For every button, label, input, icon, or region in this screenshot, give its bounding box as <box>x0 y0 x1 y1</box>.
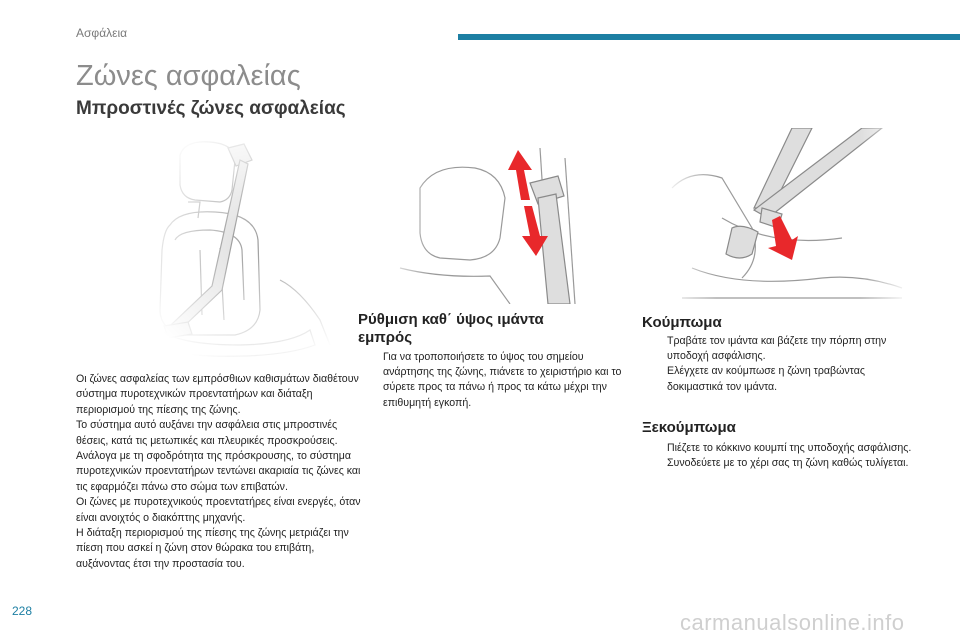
height-adjust-illustration <box>380 128 580 304</box>
intro-paragraph: Η διάταξη περιορισμού της πίεσης της ζώνης μετριάζει την πίεση που ασκεί η ζώνη στον θώρακα του επιβάτη, αυξάνοντας έτσι την προστασία του. <box>76 527 349 570</box>
fastening-title: Κούμπωμα <box>642 314 722 331</box>
header-accent-bar <box>458 34 960 40</box>
running-header: Ασφάλεια <box>76 26 128 40</box>
list-item: Συνοδεύετε με το χέρι σας τη ζώνη καθώς τυλίγεται. <box>667 457 909 470</box>
seat-belt-illustration <box>140 130 370 360</box>
height-adjust-list <box>358 350 626 411</box>
intro-text <box>76 372 366 572</box>
list-item: Ελέγχετε αν κούμπωσε η ζώνη τραβώντας δοκιμαστικά τον ιμάντα. <box>667 365 865 393</box>
list-item: Για να τροποποιήσετε το ύψος του σημείου ανάρτησης της ζώνης, πιάνετε το χειριστήριο και το σύρετε προς τα πάνω ή προς τα κάτω μέχρι την επιθυμητή εγκοπή. <box>383 351 622 409</box>
list-item: Πιέζετε το κόκκινο κουμπί της υποδοχής ασφάλισης. <box>667 442 912 454</box>
intro-paragraph: Οι ζώνες ασφαλείας των εμπρόσθιων καθισμάτων διαθέτουν σύστημα πυροτεχνικών προεντατήρων και διάταξη περιορισμού της πίεσης της ζώνης. <box>76 373 359 416</box>
page-number: 228 <box>12 604 33 618</box>
height-adjust-title: Ρύθμιση καθ΄ ύψος ιμάντα εμπρός <box>358 311 544 346</box>
intro-paragraph: Το σύστημα αυτό αυξάνει την ασφάλεια στις μπροστινές θέσεις, κατά τις μετωπικές και πλευρικές προσκρούσεις. Ανάλογα με τη σφοδρότητα της πρόσκρουσης, το σύστημα πυροτεχνικών προεντατήρων τεντώνει ακαριαία τις ζώνες και τις εφαρμόζει πάνω στο σώμα των επιβατών. <box>76 419 361 493</box>
fastening-list <box>642 334 912 395</box>
intro-paragraph: Οι ζώνες με πυροτεχνικούς προεντατήρες είναι ενεργές, όταν είναι ανοιχτός ο διακόπτης μηχανής. <box>76 496 361 524</box>
list-item: Τραβάτε τον ιμάντα και βάζετε την πόρπη στην υποδοχή ασφάλισης. <box>667 335 887 363</box>
unfastening-title: Ξεκούμπωμα <box>642 419 736 436</box>
section-title: Μπροστινές ζώνες ασφαλείας <box>76 98 346 119</box>
watermark: carmanualsonline.info <box>680 610 905 635</box>
unfastening-list <box>642 441 912 471</box>
chapter-title: Ζώνες ασφαλείας <box>76 60 301 92</box>
fastening-illustration <box>662 128 910 304</box>
